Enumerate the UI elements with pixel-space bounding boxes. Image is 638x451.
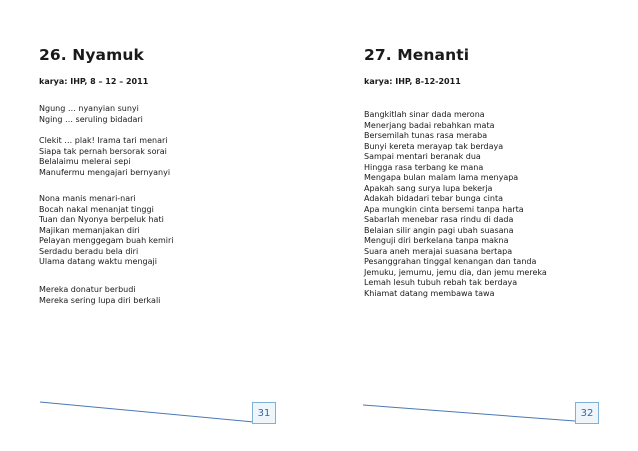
poem-line: Majikan memanjakan diri [39, 225, 140, 235]
poem-line: Apa mungkin cinta bersemi tanpa harta [364, 204, 524, 214]
poem-line: Lemah lesuh tubuh rebah tak berdaya [364, 278, 518, 287]
poem-title: 26. Nyamuk [39, 46, 144, 64]
poem-line: Manufermu mengajari bernyanyi [39, 167, 171, 177]
poem-byline: karya: IHP, 8-12-2011 [364, 77, 461, 86]
page-number: 31 [252, 402, 276, 424]
poem-line: Pesanggrahan tinggal kenangan dan tanda [364, 257, 537, 266]
right-page [319, 0, 638, 451]
poem-line: Nging … seruling bidadari [39, 114, 143, 124]
poem-line: Mereka donatur berbudi [39, 285, 136, 294]
poem-line: Belaian silir angin pagi ubah suasana [364, 225, 514, 235]
poem-line: Bangkitlah sinar dada merona [364, 110, 485, 119]
poem-line: Tuan dan Nyonya berpeluk hati [39, 215, 164, 224]
poem-line: Belalaimu melerai sepi [39, 157, 131, 166]
poem-line: Ulama datang waktu mengaji [39, 257, 157, 266]
poem-line: Mereka sering lupa diri berkali [39, 295, 161, 305]
poem-line: Jemuku, jemumu, jemu dia, dan jemu mereka [364, 267, 547, 277]
poem-line: Mengapa bulan malam lama menyapa [364, 173, 519, 182]
poem-line: Adakah bidadari tebar bunga cinta [364, 194, 503, 203]
poem-title: 27. Menanti [364, 46, 470, 64]
poem-line: Menguji diri berkelana tanpa makna [364, 236, 509, 245]
poem-line: Bersemilah tunas rasa meraba [364, 131, 488, 140]
poem-line: Pelayan menggegam buah kemiri [39, 236, 174, 245]
poem-line: Apakah sang surya lupa bekerja [364, 183, 493, 193]
poem-line: Khiamat datang membawa tawa [364, 288, 495, 298]
poem-line: Bunyi kereta merayap tak berdaya [364, 141, 504, 151]
poem-line: Clekit … plak! Irama tari menari [39, 136, 168, 145]
poem-line: Bocah nakal menanjat tinggi [39, 204, 154, 214]
poem-line: Sabarlah menebar rasa rindu di dada [364, 215, 514, 224]
poem-line: Sampai mentari beranak dua [364, 152, 481, 161]
footer-rule [319, 0, 638, 451]
poem-line: Suara aneh merajai suasana bertapa [364, 246, 513, 256]
poem-line: Menerjang badai rebahkan mata [364, 120, 495, 130]
page-number: 32 [575, 402, 599, 424]
poem-line: Serdadu beradu bela diri [39, 246, 139, 256]
poem-line: Nona manis menari-nari [39, 194, 136, 203]
poem-line: Hingga rasa terbang ke mana [364, 162, 484, 172]
poem-line: Ngung … nyanyian sunyi [39, 104, 139, 113]
poem-byline: karya: IHP, 8 – 12 – 2011 [39, 77, 149, 86]
poem-line: Siapa tak pernah bersorak sorai [39, 146, 167, 156]
